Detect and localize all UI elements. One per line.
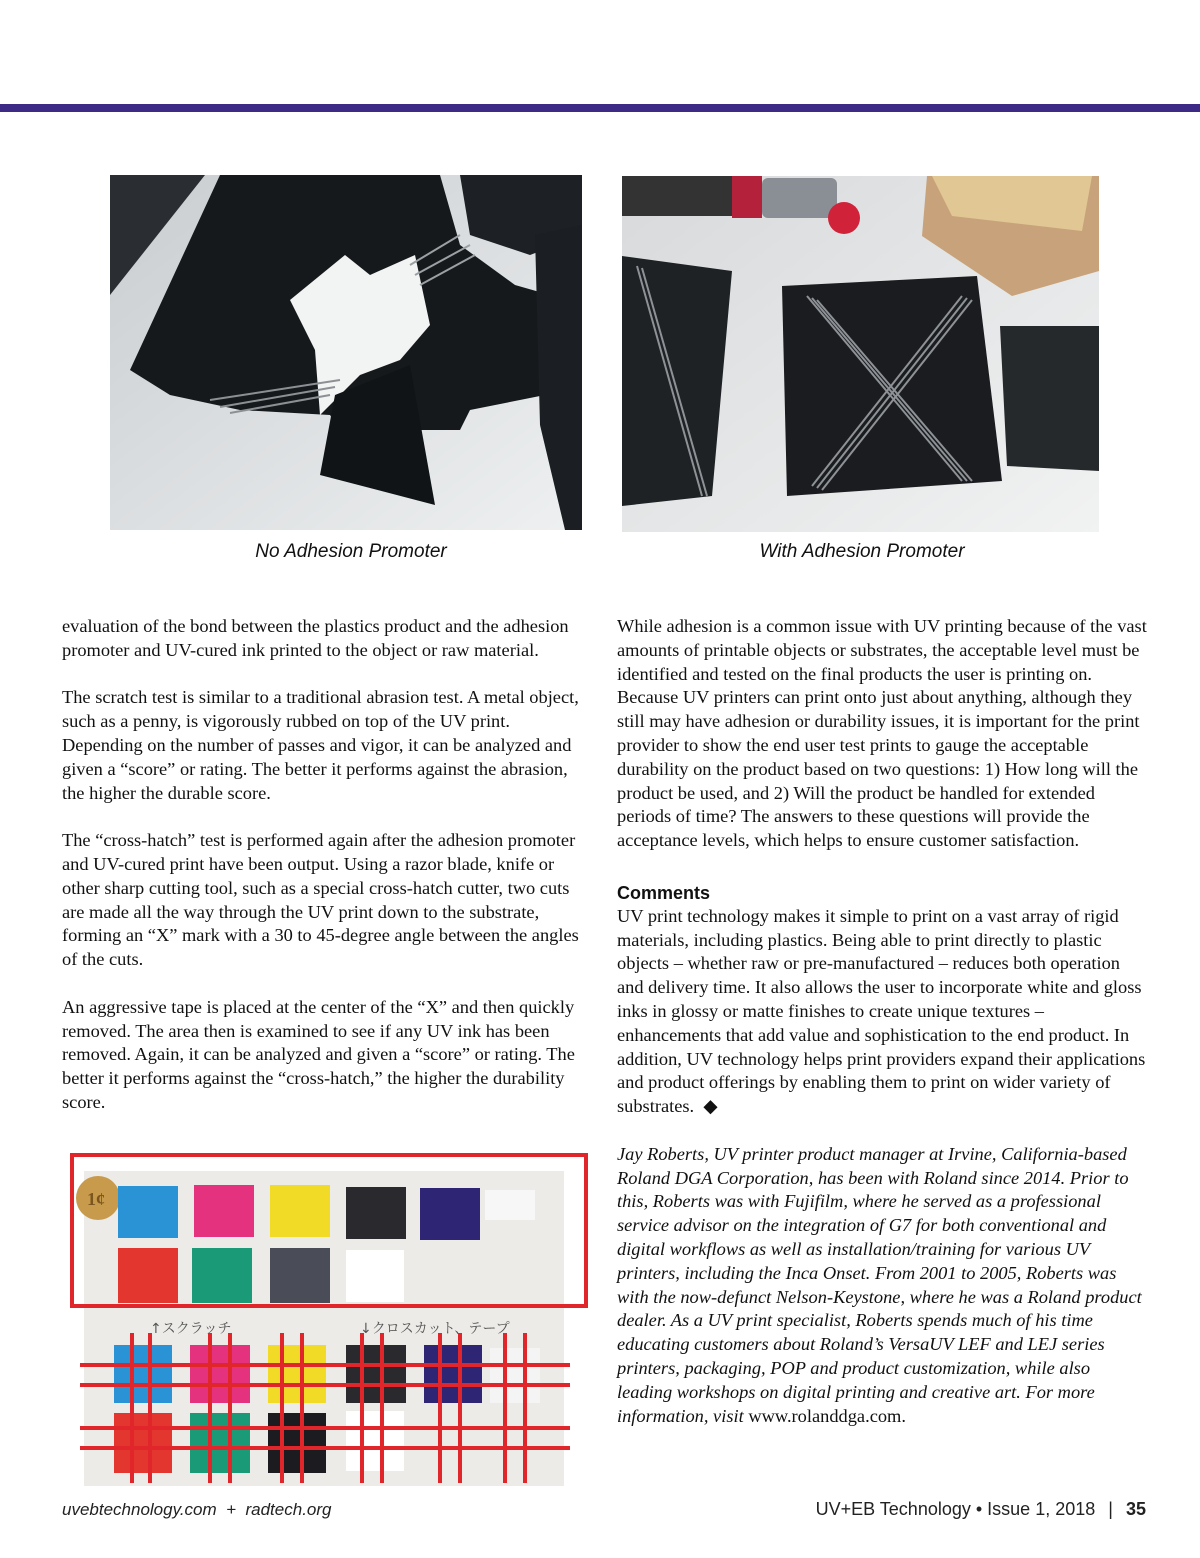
coin-label: 1¢ — [87, 1189, 105, 1209]
crosshatch-label: ↓クロスカット、テープ — [360, 1321, 510, 1337]
comments-paragraph — [617, 905, 1149, 1119]
caption-no-adhesion: No Adhesion Promoter — [255, 541, 447, 562]
caption-with-adhesion: With Adhesion Promoter — [759, 541, 965, 562]
photo-with-adhesion-illustration — [622, 176, 1099, 532]
page-number: 35 — [1125, 1499, 1146, 1519]
footer-websites: uvebtechnology.com + radtech.org — [62, 1500, 332, 1519]
scratch-label: ↑スクラッチ — [150, 1321, 232, 1337]
author-bio-paragraph — [617, 1143, 1149, 1429]
photo-no-adhesion-promoter — [110, 175, 582, 530]
author-bio: Jay Roberts, UV printer product manager at Irvine, California-based Roland DGA Corporation, has been with Roland since 2014. Prior to this, Roberts was with Fujifilm, where he served as a professional service advisor on the integration of G7 for both conventional and digital workflows as well as installation/training for various UV printers, including the Inca Onset. From 2001 to 2005, Roberts was with the now-defunct Nelson-Keystone, where he was a Roland product dealer. As a UV print specialist, Roberts spends much of his time educating customers about Roland’s VersaUV LEF and LEJ series printers, packaging, POP and product customization, while also leading workshops on digital printing and creative art. For more information, visit — [617, 1143, 1142, 1426]
photo-with-adhesion-promoter — [622, 176, 1099, 532]
comments-heading: Comments — [617, 882, 711, 903]
footer-publication: UV+EB Technology • Issue 1, 2018 — [815, 1499, 1096, 1519]
comments-text: UV print technology makes it simple to print on a vast array of rigid materials, including plastics. Being able to print directly to plastic objects – whether raw or pre-manufactured – reduces both operation and delivery time. It also allows the user to incorporate white and gloss inks in glossy or matte finishes to create unique textures – enhancements that add value and sophistication to the end product. In addition, UV technology helps print providers expand their applications and product offerings by enabling them to print on wider variety of substrates. — [617, 905, 1146, 1117]
photo-no-adhesion-illustration — [110, 175, 582, 530]
footer-separator: | — [1108, 1499, 1113, 1519]
footer-publication-info — [816, 1499, 1146, 1520]
end-mark-icon: ◆ — [703, 1096, 718, 1117]
header-rule — [0, 104, 1200, 112]
left-paragraph-3: The “cross-hatch” test is performed again after the adhesion promoter and UV-cured print have been output. Using a razor blade, knife or other sharp cutting tool, such as a special cross-hatch cutter, two cuts are made all the way through the UV print down to the substrate, forming an “X” mark with a 30 to 45-degree angle between the angles of the cuts. — [62, 830, 579, 970]
left-paragraph-1: evaluation of the bond between the plastics product and the adhesion promoter and UV-cured ink printed to the object or raw material. — [62, 616, 569, 660]
right-paragraph-1: While adhesion is a common issue with UV printing because of the vast amounts of printable objects or substrates, the acceptable level must be identified and tested on the final products the user is printing on. Because UV printers can print onto just about anything, although they still may have adhesion or durability issues, it is important for the print provider to show the end user test prints to gauge the acceptable durability on the product based on two questions: 1) How long will the product be used, and 2) Will the product be handled for extended periods of time? The answers to these questions will provide the acceptance levels, which helps to ensure customer satisfaction. — [617, 616, 1147, 851]
photo-test-samples — [70, 1153, 590, 1488]
left-paragraph-4: An aggressive tape is placed at the center of the “X” and then quickly removed. The area then is examined to see if any UV ink has been removed. Again, it can be analyzed and given a “score” or rating. The better it performs against the “cross-hatch,” the higher the durability score. — [62, 996, 575, 1112]
left-paragraph-2: The scratch test is similar to a traditional abrasion test. A metal object, such as a penny, is vigorously rubbed on top of the UV print. Depending on the number of passes and vigor, it can be analyzed and given a “score” or rating. The better it performs against the abrasion, the higher the durable score. — [62, 687, 579, 803]
right-column — [617, 615, 1149, 1452]
test-samples-illustration — [70, 1153, 590, 1488]
left-column — [62, 615, 590, 1139]
author-bio-url: www.rolanddga.com. — [748, 1405, 906, 1426]
